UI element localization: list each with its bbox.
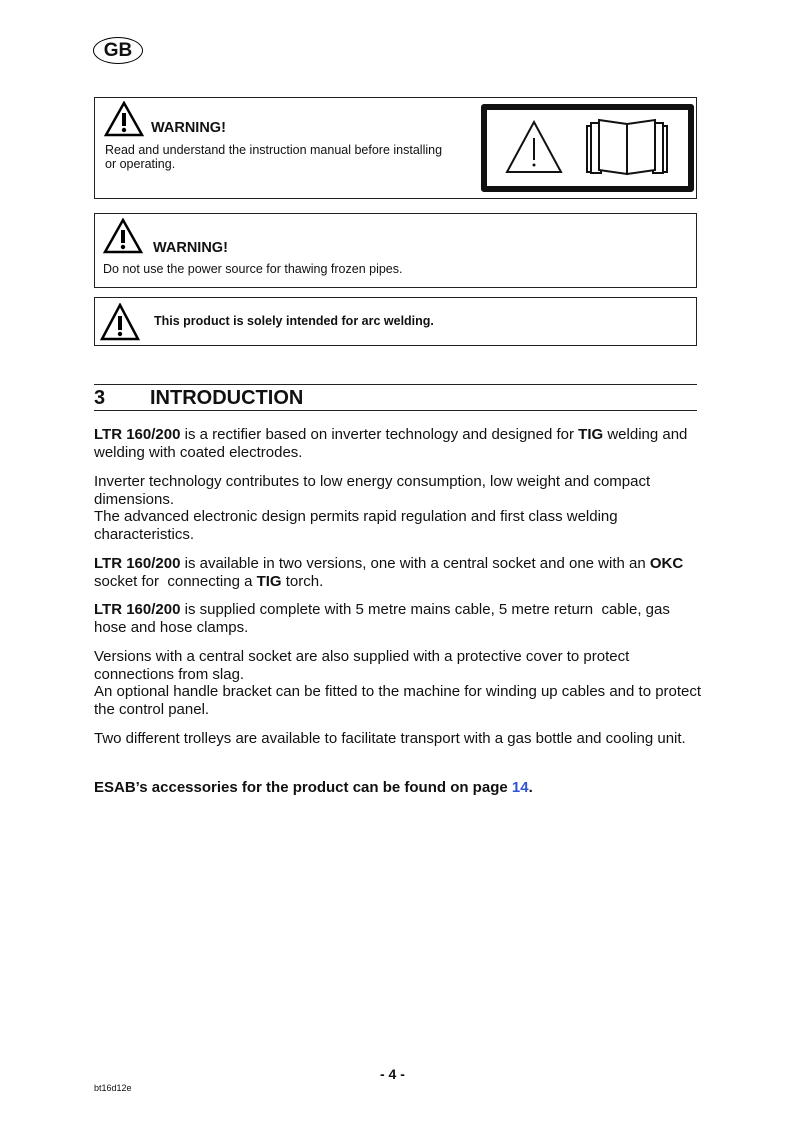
paragraph-versions [94, 555, 704, 590]
product-name: LTR 160/200 [94, 426, 181, 443]
paragraph-trolleys: Two different trolleys are available to facilitate transport with a gas bottle and cooling unit. [94, 730, 686, 747]
page-number: - 4 - [380, 1066, 405, 1082]
section-heading [94, 384, 697, 411]
warning-title: WARNING! [153, 240, 228, 256]
text: torch. [281, 572, 324, 590]
paragraph-handle: An optional handle bracket can be fitted to the machine for winding up cables and to protect the control panel. [94, 683, 702, 718]
paragraph-intro [94, 426, 704, 461]
warning-text-line1: Read and understand the instruction manual before installing [105, 143, 443, 157]
paragraph-inverter: Inverter technology contributes to low energy consumption, low weight and compact dimensions. [94, 473, 651, 508]
product-name: LTR 160/200 [94, 601, 181, 618]
warning-triangle-icon [100, 303, 140, 341]
read-manual-pictogram [481, 104, 694, 192]
warning-text-line2: or operating. [105, 157, 176, 171]
paragraph-accessories [94, 779, 704, 797]
section-title: INTRODUCTION [150, 387, 304, 409]
text: is available in two versions, one with a central socket and one with an [180, 555, 650, 572]
tig-term: TIG [578, 426, 604, 443]
warning-triangle-icon [103, 218, 143, 254]
country-badge: GB [93, 37, 143, 64]
warning-title: WARNING! [151, 120, 226, 136]
text: is a rectifier based on inverter technology and designed for [180, 426, 579, 443]
warning-box-pipes [94, 213, 697, 288]
product-name: LTR 160/200 [94, 555, 181, 572]
page-link[interactable]: 14 [511, 779, 529, 796]
text: is supplied complete with 5 metre mains cable, 5 metre return cable, gas hose and hose clamps. [94, 601, 675, 636]
notice-box-arc-welding [94, 297, 697, 346]
document-id: bt16d12e [94, 1083, 132, 1093]
paragraph-supplied [94, 601, 704, 636]
notice-text: This product is solely intended for arc welding. [154, 314, 434, 328]
paragraph-cover: Versions with a central socket are also supplied with a protective cover to protect connections from slag. [94, 648, 630, 683]
okc-term: OKC [649, 555, 684, 572]
warning-triangle-icon [505, 120, 563, 174]
open-manual-icon [585, 118, 669, 176]
tig-term: TIG [256, 572, 282, 590]
text: . [528, 779, 533, 796]
text: ESAB’s accessories for the product can be found on page [94, 779, 512, 796]
text: welding and welding with coated electrodes. [94, 426, 688, 461]
paragraph-electronic: The advanced electronic design permits rapid regulation and first class welding characteristics. [94, 508, 618, 543]
warning-text: Do not use the power source for thawing frozen pipes. [103, 262, 403, 276]
section-number: 3 [94, 387, 106, 409]
warning-triangle-icon [104, 101, 144, 137]
text: socket for connecting a [94, 555, 688, 590]
